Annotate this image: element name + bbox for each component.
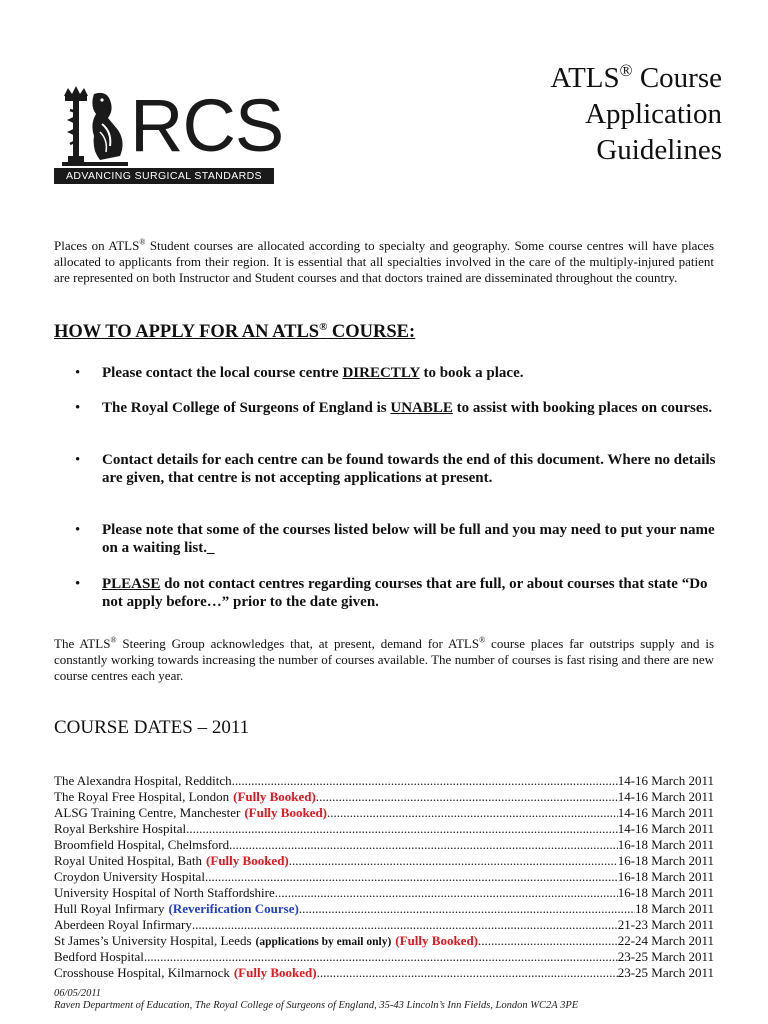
intro-text-1: Places on ATLS — [54, 238, 140, 253]
fully-booked-badge: (Fully Booked) — [233, 789, 316, 804]
course-centre-name: ALSG Training Centre, Manchester — [54, 805, 241, 820]
course-centre-name: Bedford Hospital — [54, 949, 144, 964]
intro-registered-mark: ® — [139, 237, 146, 247]
course-date: 14-16 March 2011 — [617, 789, 714, 804]
course-centre-name: Royal Berkshire Hospital — [54, 821, 187, 836]
fully-booked-badge: (Fully Booked) — [233, 965, 317, 980]
dot-leader — [186, 821, 618, 837]
dot-leader — [232, 773, 618, 789]
course-row — [54, 773, 714, 789]
title-line-2: Application — [585, 98, 722, 130]
course-date: 23-25 March 2011 — [617, 949, 714, 964]
course-centre-name: Crosshouse Hospital, Kilmarnock — [54, 965, 230, 980]
course-centre-name: University Hospital of North Staffordshire — [54, 885, 275, 900]
course-centre-name: The Alexandra Hospital, Redditch — [54, 773, 232, 788]
dot-leader — [229, 837, 618, 853]
howto-text-1: HOW TO APPLY FOR AN ATLS — [54, 322, 320, 342]
fully-booked-badge: (Fully Booked) — [395, 933, 479, 948]
document-title — [550, 60, 722, 168]
course-row — [54, 789, 714, 805]
course-date: 14-16 March 2011 — [617, 773, 714, 788]
course-row — [54, 917, 714, 933]
steering-registered-mark: ® — [110, 635, 117, 645]
course-date: 16-18 March 2011 — [617, 853, 714, 868]
bullet-text: Contact details for each centre can be found towards the end of this document. Where no details are given, that centre is not accepting applications at present. — [102, 452, 716, 486]
dot-leader — [205, 869, 618, 885]
steering-text: course places far outstrips supply and is constantly working towards increasing the number of courses available. The number of courses is fast rising and there are new course centres each year. — [54, 636, 715, 683]
title-atls: ATLS — [550, 62, 620, 94]
bullet-text: Please note that some of the courses listed below will be full and you may need to put your name on a waiting list._ — [102, 522, 715, 556]
dot-leader — [316, 789, 618, 805]
course-date: 22-24 March 2011 — [617, 933, 714, 948]
how-to-apply-heading — [54, 321, 415, 343]
course-date: 14-16 March 2011 — [617, 805, 714, 820]
course-row — [54, 885, 714, 901]
course-row — [54, 901, 714, 917]
course-date: 16-18 March 2011 — [617, 869, 714, 884]
logo-tagline: ADVANCING SURGICAL STANDARDS — [54, 168, 274, 184]
title-registered-mark: ® — [619, 61, 633, 80]
bullet-emphasis: DIRECTLY — [342, 365, 420, 381]
course-row — [54, 933, 714, 949]
title-course: Course — [632, 62, 722, 94]
title-line-1 — [550, 60, 722, 96]
course-date: 21-23 March 2011 — [617, 917, 714, 932]
dot-leader — [275, 885, 618, 901]
dot-leader — [144, 949, 618, 965]
bullet-emphasis: UNABLE — [390, 400, 453, 416]
fully-booked-badge: (Fully Booked) — [244, 805, 328, 820]
course-date: 14-16 March 2011 — [617, 821, 714, 836]
footer-date: 06/05/2011 — [54, 988, 102, 999]
bullet-item — [102, 400, 722, 418]
crest-icon — [54, 84, 132, 168]
course-centre-name: St James’s University Hospital, Leeds — [54, 933, 252, 948]
reverification-badge: (Reverification Course) — [168, 901, 299, 916]
steering-paragraph — [54, 636, 714, 684]
course-row — [54, 837, 714, 853]
steering-text: The ATLS — [54, 636, 111, 651]
rcs-logo — [54, 84, 284, 184]
dot-leader — [299, 901, 635, 917]
bullet-text: to book a place. — [419, 365, 524, 381]
dot-leader — [289, 853, 618, 869]
course-row — [54, 821, 714, 837]
course-date: 23-25 March 2011 — [617, 965, 714, 980]
bullet-item — [102, 522, 722, 557]
course-row — [54, 853, 714, 869]
logo-letters: RCS — [130, 84, 284, 167]
intro-text-2: Student courses are allocated according to specialty and geography. Some course centres will have places allocated to applicants from their region. It is essential that all specialties involved in the care of the multiply-injured patient are represented on both Instructor and Student courses and that doctors trained are disseminated throughout the country. — [54, 238, 714, 285]
bullet-item — [102, 576, 722, 611]
course-date: 16-18 March 2011 — [617, 885, 714, 900]
howto-registered-mark: ® — [319, 320, 328, 333]
howto-text-2: COURSE: — [327, 322, 416, 342]
steering-registered-mark: ® — [479, 635, 486, 645]
course-row — [54, 805, 714, 821]
bullet-item — [102, 452, 722, 487]
course-centre-name: Royal United Hospital, Bath — [54, 853, 203, 868]
course-centre-name: Aberdeen Royal Infirmary — [54, 917, 192, 932]
title-line-3: Guidelines — [596, 134, 722, 166]
bullet-text: to assist with booking places on courses. — [452, 400, 713, 416]
dot-leader — [317, 965, 618, 981]
course-centre-name: Hull Royal Infirmary — [54, 901, 165, 916]
course-dates-heading: COURSE DATES – 2011 — [54, 717, 250, 738]
course-date: 16-18 March 2011 — [617, 837, 714, 852]
course-row — [54, 949, 714, 965]
bullet-text: The Royal College of Surgeons of England is — [102, 400, 391, 416]
dot-leader — [478, 933, 618, 949]
course-row — [54, 869, 714, 885]
course-centre-name: Broomfield Hospital, Chelmsford — [54, 837, 230, 852]
steering-text: Steering Group acknowledges that, at present, demand for ATLS — [116, 636, 480, 651]
bullet-emphasis: PLEASE — [102, 576, 161, 592]
fully-booked-badge: (Fully Booked) — [206, 853, 289, 868]
course-centre-name: The Royal Free Hospital, London — [54, 789, 230, 804]
dot-leader — [327, 805, 618, 821]
course-centre-name: Croydon University Hospital — [54, 869, 205, 884]
dot-leader — [192, 917, 618, 933]
course-note: (applications by email only) — [255, 936, 392, 948]
footer-address: Raven Department of Education, The Royal College of Surgeons of England, 35-43 Lincoln’s Inn Fields, London WC2A 3PE — [54, 1000, 579, 1011]
bullet-item — [102, 365, 722, 383]
bullet-text: do not contact centres regarding courses that are full, or about courses that state “Do not apply before…” prior to the date given. — [102, 576, 708, 610]
footer — [54, 988, 734, 1012]
intro-paragraph — [54, 238, 714, 286]
course-date: 18 March 2011 — [635, 901, 714, 916]
course-row — [54, 965, 714, 981]
bullet-text: Please contact the local course centre — [102, 365, 343, 381]
